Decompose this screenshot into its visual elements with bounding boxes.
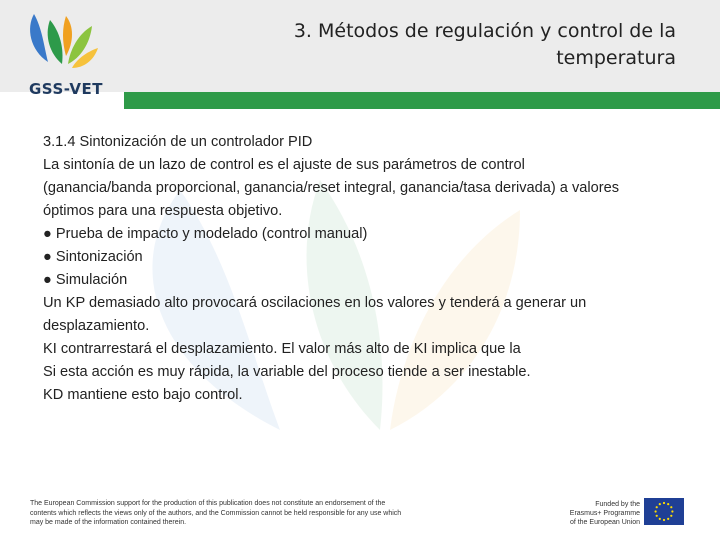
bullet-item: ● Prueba de impacto y modelado (control manual) [43, 226, 368, 242]
logo-text: GSS-VET [29, 80, 103, 98]
footer-disclaimer [30, 499, 450, 528]
body-line: (ganancia/banda proporcional, ganancia/reset integral, ganancia/tasa derivada) a valores [43, 180, 620, 196]
disclaimer-line: contents which reflects the views only of the authors, and the Commission cannot be held responsible for any use which [30, 509, 402, 517]
slide-title [156, 18, 676, 72]
title-line-2: temperatura [556, 47, 676, 69]
disclaimer-line: The European Commission support for the production of this publication does not constitute an endorsement of the [30, 500, 386, 507]
body-line: KD mantiene esto bajo control. [43, 387, 243, 403]
funded-by-text [548, 500, 640, 527]
body-line: Si esta acción es muy rápida, la variable del proceso tiende a ser inestable. [43, 364, 531, 380]
body-line: KI contrarrestará el desplazamiento. El valor más alto de KI implica que la [43, 341, 521, 357]
body-line: La sintonía de un lazo de control es el ajuste de sus parámetros de control [43, 157, 525, 173]
disclaimer-line: may be made of the information contained therein. [30, 519, 187, 526]
header-accent-bar [124, 92, 720, 109]
title-line-1: 3. Métodos de regulación y control de la [293, 20, 676, 42]
body-line: desplazamiento. [43, 318, 150, 334]
slide-body [43, 131, 703, 407]
funded-line: of the European Union [569, 519, 640, 526]
bullet-item: ● Sintonización [43, 249, 143, 265]
body-line: Un KP demasiado alto provocará oscilaciones en los valores y tenderá a generar un [43, 295, 587, 311]
eu-flag-icon [644, 498, 684, 525]
body-line: óptimos para una respuesta objetivo. [43, 203, 283, 219]
funded-line: Erasmus+ Programme [569, 510, 640, 517]
funded-line: Funded by the [595, 501, 640, 508]
bullet-item: ● Simulación [43, 272, 128, 288]
body-line: 3.1.4 Sintonización de un controlador PID [43, 134, 313, 150]
